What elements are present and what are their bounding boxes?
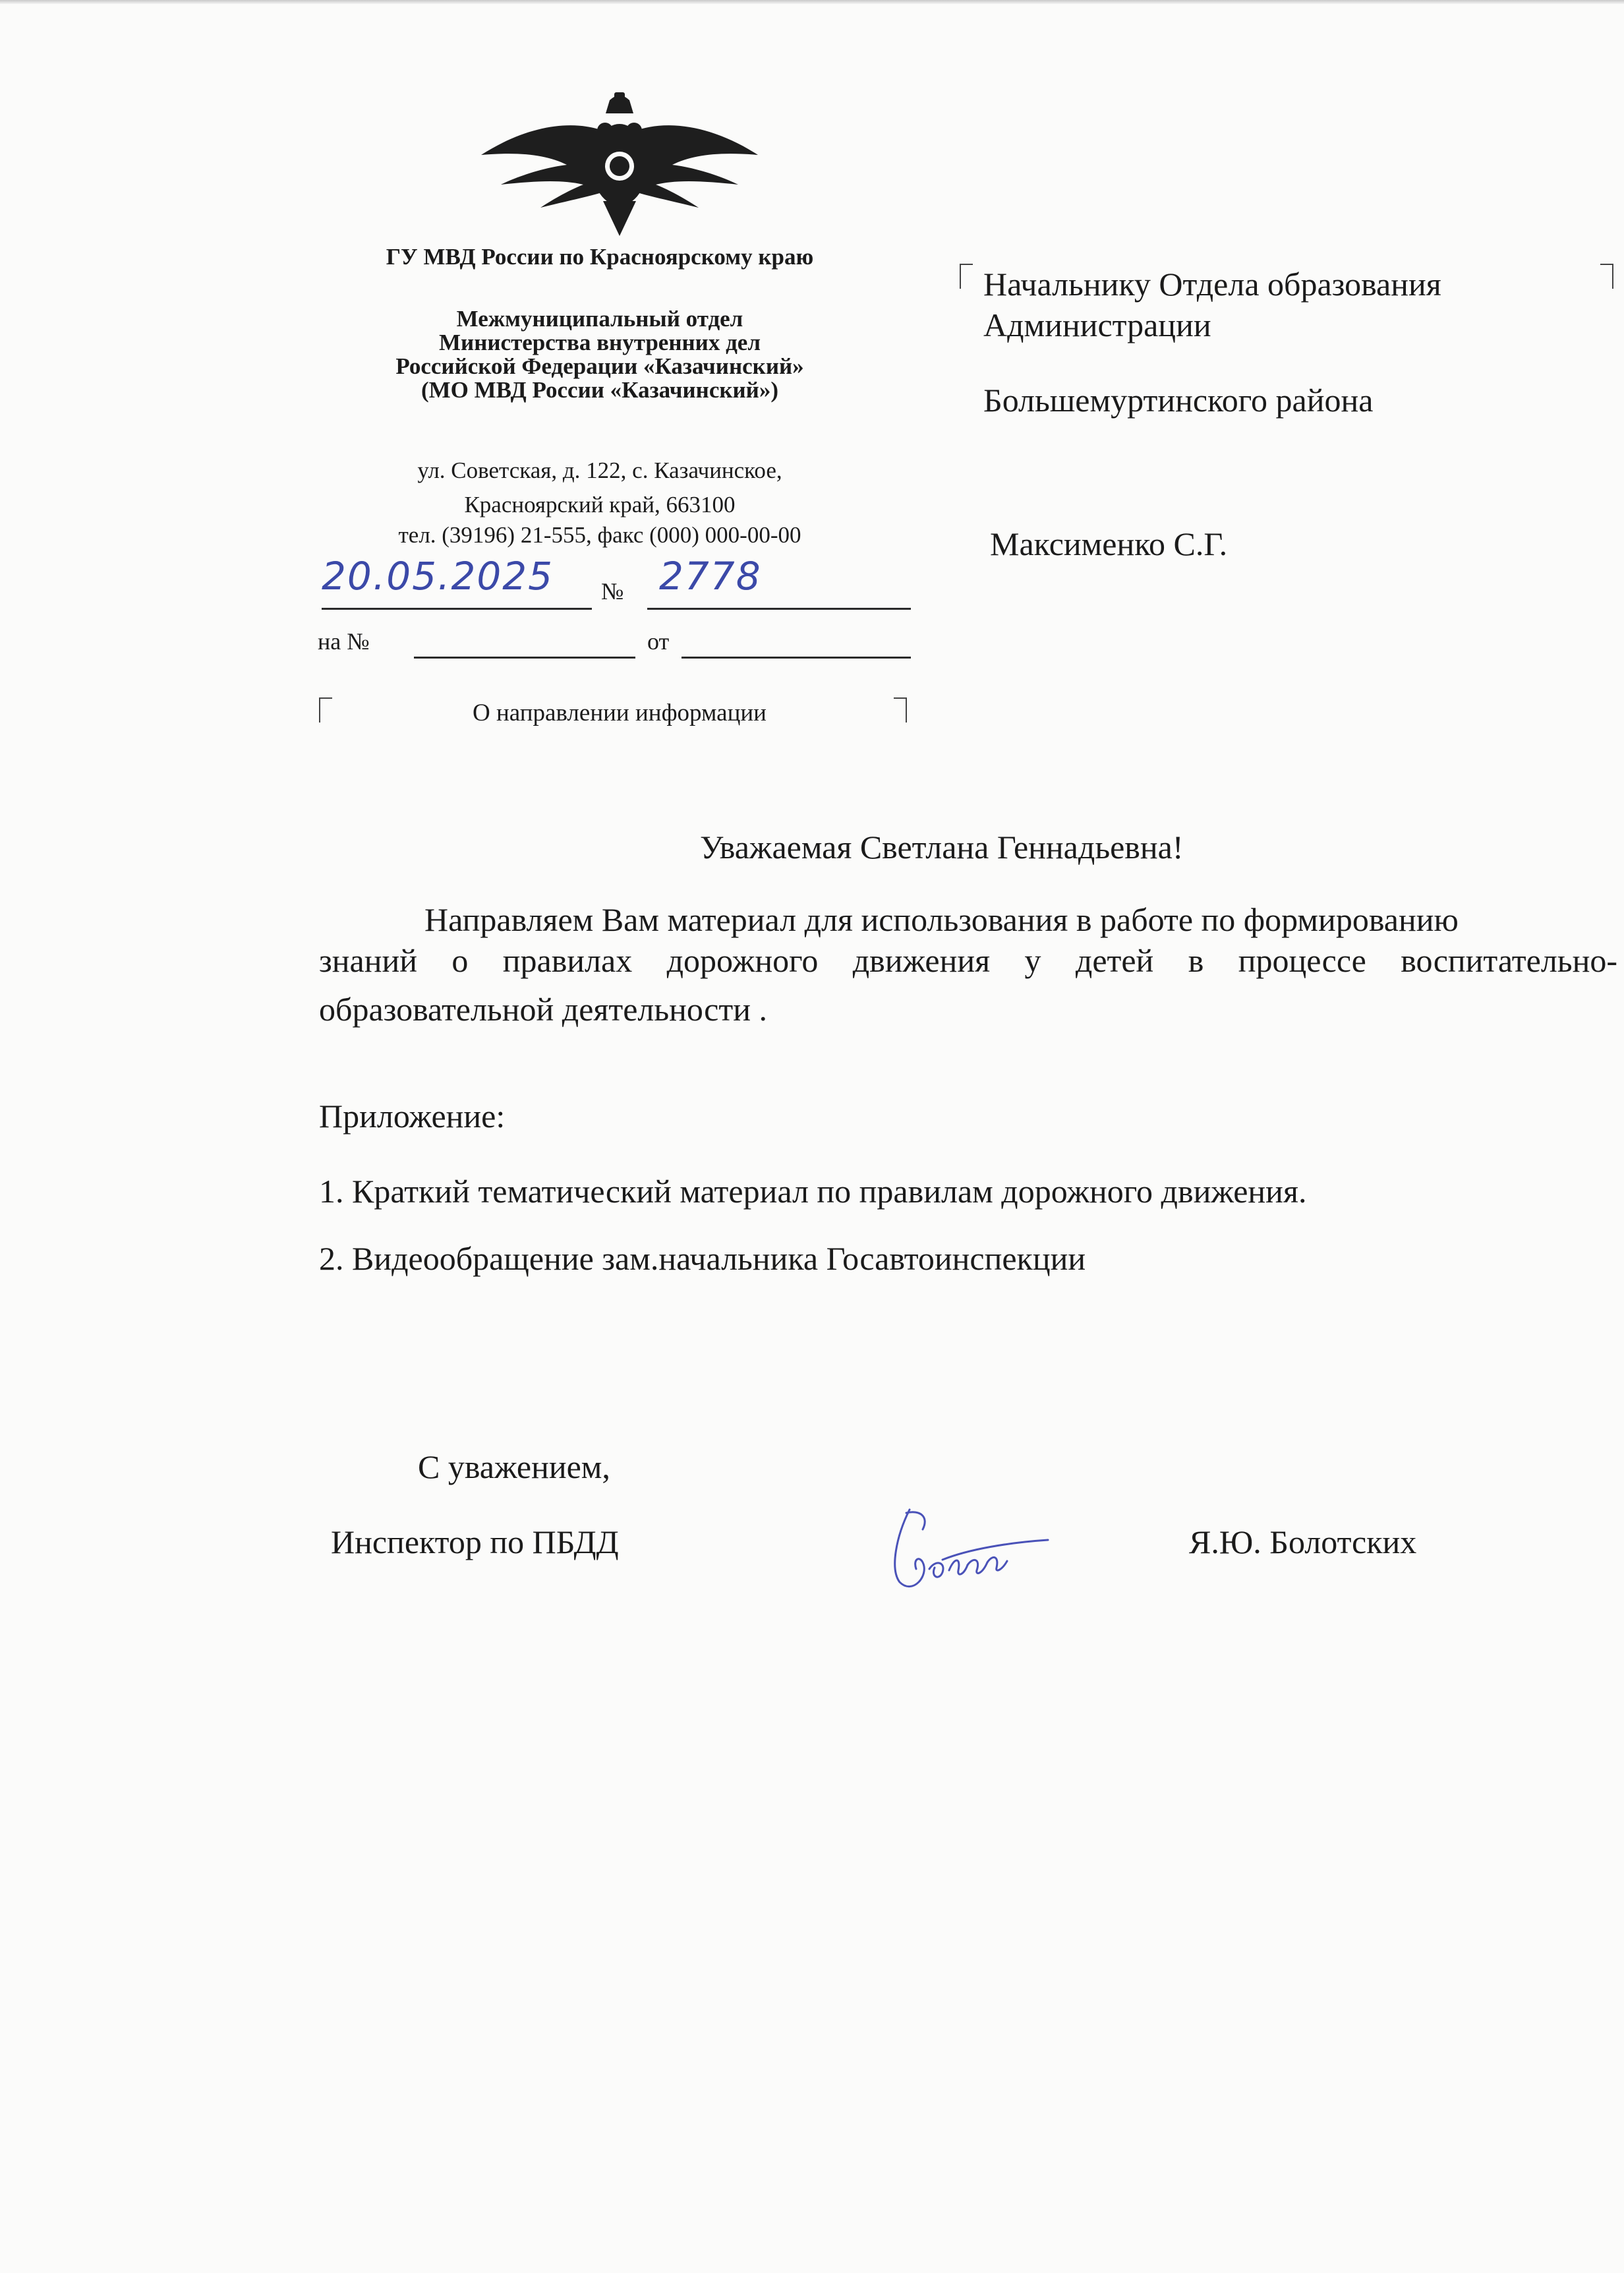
department-line: Министерства внутренних дел <box>439 330 761 355</box>
number-underline <box>647 608 911 610</box>
subject-corner-left <box>319 697 332 723</box>
department-line: Межмуниципальный отдел <box>456 306 743 332</box>
address-line: Красноярский край, 663100 <box>464 492 736 517</box>
attachment-item: 1. Краткий тематический материал по правилам дорожного движения. <box>319 1173 1307 1210</box>
addressee-line: Администрации <box>983 307 1211 343</box>
addressee-line: Начальнику Отдела образования <box>983 266 1441 303</box>
attachment-label: Приложение: <box>319 1098 506 1135</box>
address-line: ул. Советская, д. 122, с. Казачинское, <box>417 458 782 483</box>
registration-date: 20.05.2025 <box>322 554 554 599</box>
subject-line: О направлении информации <box>473 699 767 726</box>
greeting: Уважаемая Светлана Геннадьевна! <box>700 829 1184 866</box>
department-line: (МО МВД России «Казачинский») <box>420 377 779 403</box>
department-line: Российской Федерации «Казачинский» <box>395 353 804 379</box>
authority-name: ГУ МВД России по Красноярскому краю <box>386 244 814 270</box>
address-line: тел. (39196) 21-555, факс (000) 000-00-00 <box>398 522 801 548</box>
reply-prefix: на № <box>318 628 370 655</box>
addressee-line: Большемуртинского района <box>983 382 1374 419</box>
registration-number: 2778 <box>659 554 762 599</box>
scan-top-edge <box>0 0 1624 4</box>
date-underline <box>322 608 592 610</box>
signer-title: Инспектор по ПБДД <box>331 1523 619 1560</box>
reply-date-underline <box>682 657 911 659</box>
attachment-item: 2. Видеообращение зам.начальника Госавтоинспекции <box>319 1240 1086 1277</box>
addressee-corner-right <box>1600 264 1613 289</box>
addressee-name: Максименко С.Г. <box>990 525 1228 562</box>
addressee-corner-left <box>960 264 973 289</box>
eagle-emblem-icon <box>475 92 765 237</box>
signer-name: Я.Ю. Болотских <box>1189 1523 1417 1560</box>
reply-number-underline <box>414 657 635 659</box>
paragraph-line: Направляем Вам материал для использования в работе по формированию <box>424 901 1459 938</box>
subject-corner-right <box>894 697 907 723</box>
closing: С уважением, <box>418 1448 610 1485</box>
signature-icon <box>883 1496 1055 1595</box>
from-label: от <box>647 628 670 655</box>
paragraph-line: образовательной деятельности . <box>319 991 767 1028</box>
number-label: № <box>601 578 624 605</box>
paragraph-line: знаний о правилах дорожного движения у детей в процессе воспитательно- <box>319 942 1617 979</box>
